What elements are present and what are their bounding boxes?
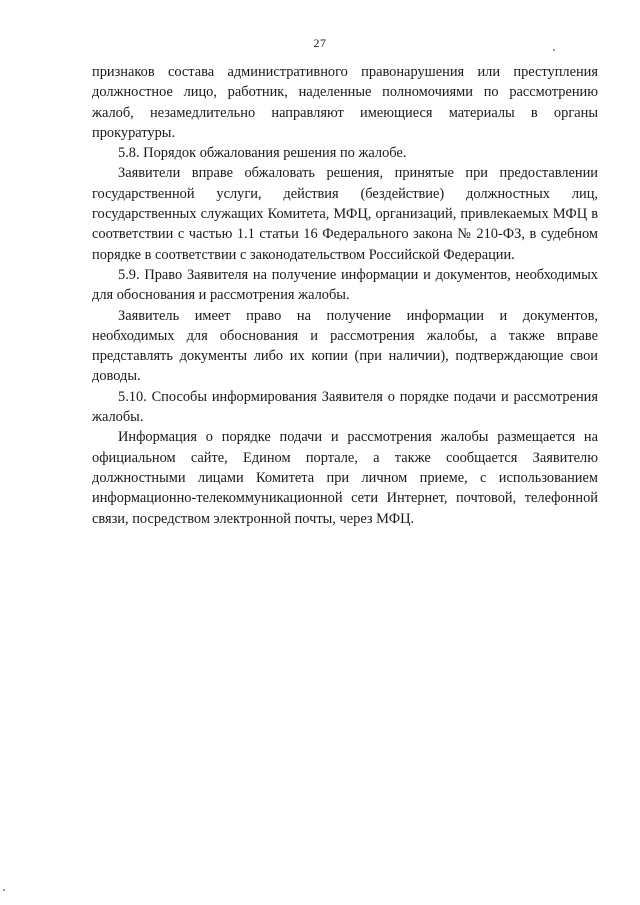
- paragraph-5-10-body: Информация о порядке подачи и рассмотрения жалобы размещается на официальном сайте, Едином портале, а также сообщается Заявителю должностными лицами Комитета при личном приеме, с использованием информационно-телекоммуникационной сети Интернет, почтовой, телефонной связи, посредством электронной почты, через МФЦ.: [92, 429, 598, 527]
- section-heading-5-8: 5.8. Порядок обжалования решения по жалобе.: [118, 145, 407, 162]
- scan-speck: [3, 889, 5, 891]
- section-heading-5-9: 5.9. Право Заявителя на получение информации и документов, необходимых для обоснования и рассмотрения жалобы.: [92, 266, 598, 304]
- section-heading-5-10: 5.10. Способы информирования Заявителя о порядке подачи и рассмотрения жалобы.: [92, 388, 598, 426]
- paragraph-5-8-body: Заявители вправе обжаловать решения, принятые при предоставлении государственной услуги, действия (бездействие) должностных лиц, государственных служащих Комитета, МФЦ, организаций, привлекаемых МФЦ в соответствии с частью 1.1 статьи 16 Федерального закона № 210-ФЗ, в судебном порядке в соответствии с законодательством Российской Федерации.: [92, 165, 598, 263]
- scan-speck: [553, 49, 555, 51]
- page-number: 27: [313, 36, 327, 50]
- document-body: [92, 62, 598, 529]
- paragraph-5-9-body: Заявитель имеет право на получение информации и документов, необходимых для обоснования и рассмотрения жалобы, а также вправе представлять документы либо их копии (при наличии), подтверждающие свои доводы.: [92, 307, 598, 385]
- paragraph-continuation: признаков состава административного правонарушения или преступления должностное лицо, работник, наделенные полномочиями по рассмотрению жалоб, незамедлительно направляют имеющиеся материалы в органы прокуратуры.: [92, 64, 598, 141]
